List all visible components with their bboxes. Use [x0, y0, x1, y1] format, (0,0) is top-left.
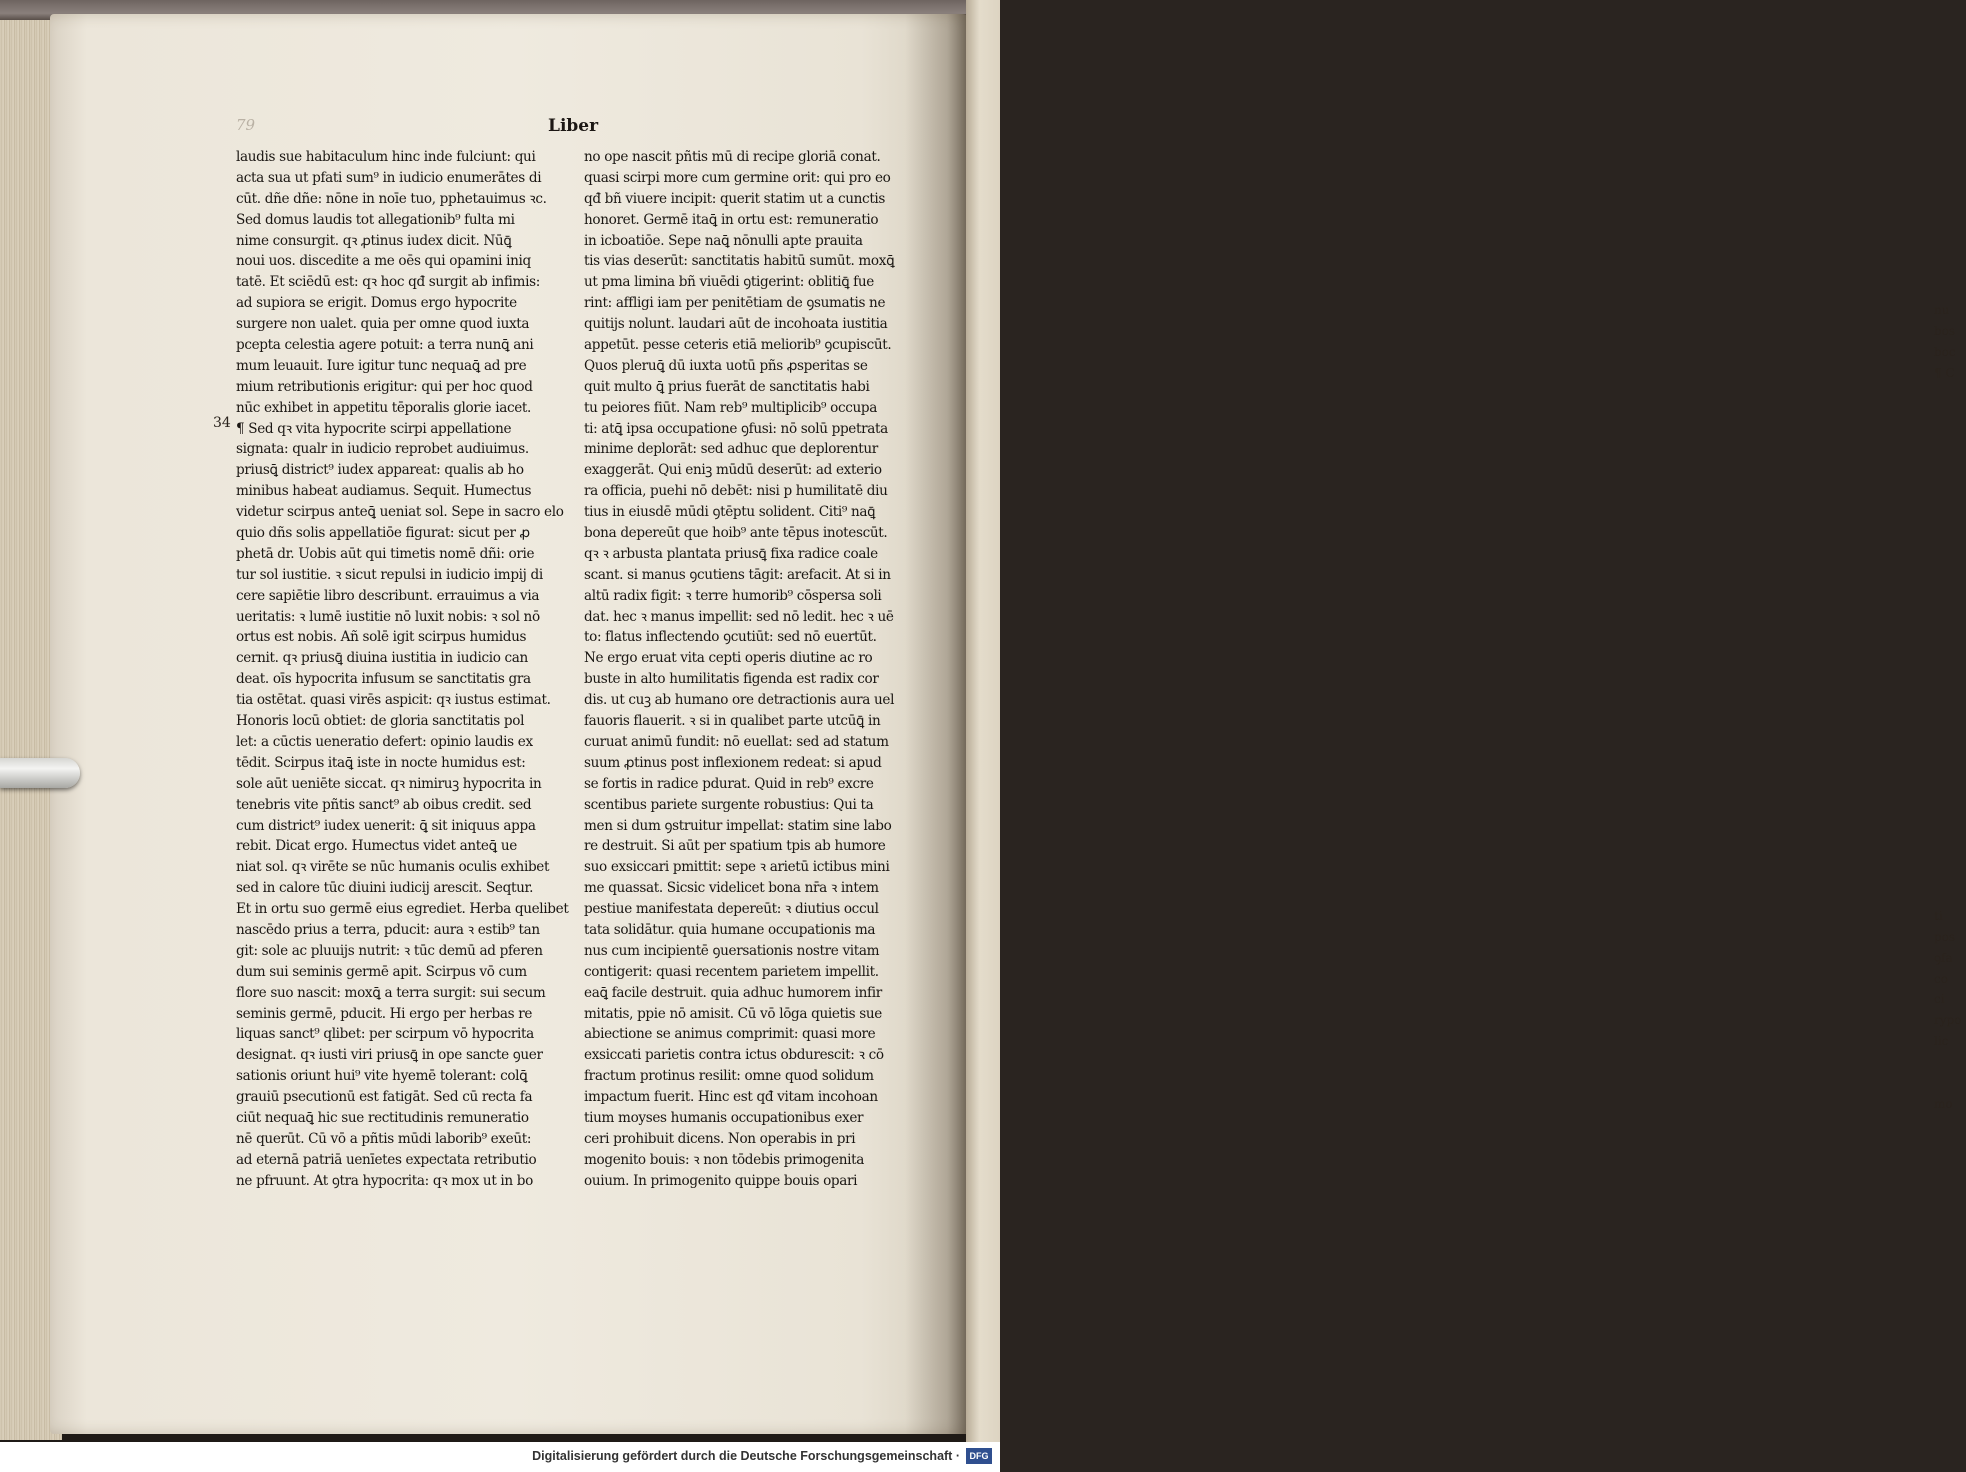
- text-line: Ne ergo eruat vita cepti operis diutine ac ro: [584, 650, 873, 667]
- text-line: to: flatus inflectendo ꝯcutiūt: sed nō euertūt.: [584, 629, 877, 646]
- margin-fragment: [1934, 1052, 1966, 1073]
- text-line: quit multo ꝗ̄ prius fuerāt de sanctitatis habi: [584, 378, 870, 395]
- margin-fragment: [1934, 488, 1966, 509]
- text-line: dat. hec ꝛ manus impellit: sed nō ledit. hec ꝛ uē: [584, 608, 894, 625]
- text-line: ti: atꝗ̄ ipsa occupatione ꝯfusi: nō solū ppetrata: [584, 420, 888, 437]
- text-line: pestiue manifestata depereūt: ꝛ diutius occul: [584, 901, 879, 918]
- text-line: Sed domus laudis tot allegationib⁹ fulta mi: [236, 211, 515, 228]
- text-line: men si dum ꝯstruitur impellat: statim sine labo: [584, 817, 892, 834]
- text-line: fauoris flauerit. ꝛ si in qualibet parte utcūꝗ̄ in: [584, 713, 881, 730]
- text-line: curuat animū fundit: nō euellat: sed ad statum: [584, 733, 889, 750]
- text-line: impactum fuerit. Hinc est qđ vitam incohoan: [584, 1089, 878, 1106]
- margin-fragment: [1934, 739, 1966, 760]
- text-line: exaggerāt. Qui eniꝫ mūdū deserūt: ad exterio: [584, 462, 882, 479]
- margin-fragment: ꝯfa: [1934, 950, 1953, 965]
- text-line: ¶ Sed qꝛ vita hypocrite scirpi appellatione: [236, 420, 512, 437]
- text-line: buste in alto humilitatis figenda est radix cor: [584, 671, 879, 688]
- text-line: flore suo nascit: moxꝗ̄ a terra surgit: sui secum: [236, 984, 546, 1001]
- text-line: Honoris locū obtiet: de gloria sanctitatis pol: [236, 713, 525, 730]
- text-line: tia ostētat. quasi virēs aspicit: qꝛ iustus estimat.: [236, 692, 551, 709]
- margin-fragment: [1934, 697, 1966, 718]
- margin-fragment: bos: [1934, 323, 1956, 338]
- text-line: scant. si manus ꝯcutiens tāgit: arefacit. At si in: [584, 566, 891, 583]
- text-line: tur sol iustitie. ꝛ sicut repulsi in iudicio impij di: [236, 566, 543, 583]
- text-line: tium moyses humanis occupationibus exer: [584, 1109, 864, 1126]
- margin-fragment: [1934, 467, 1966, 488]
- text-line: scentibus pariete surgente robustius: Qui ta: [584, 796, 874, 813]
- text-line: designat. qꝛ iusti viri priusꝗ̄ in ope sancte ꝯuer: [236, 1047, 543, 1064]
- text-line: me quassat. Sicsic videlicet bona nr̄a ꝛ intem: [584, 880, 879, 897]
- text-line: mitatis, ppie nō amisit. Cū vō lōga quietis sue: [584, 1005, 882, 1022]
- margin-fragment: [1934, 822, 1966, 843]
- margin-fragment: [1934, 718, 1966, 739]
- margin-fragment: [1934, 801, 1966, 822]
- margin-fragment: [1934, 760, 1966, 781]
- text-line: sole aūt ueniēte siccat. qꝛ nimiruꝫ hypocrita in: [236, 775, 542, 792]
- text-line: honoret. Germē itaꝗ̄ in ortu est: remuneratio: [584, 211, 879, 228]
- text-line: acta sua ut pfati sum⁹ in iudicio enumerātes di: [236, 169, 542, 186]
- text-line: grauiū psecutionū est fatigāt. Sed cū recta fa: [236, 1089, 533, 1106]
- text-line: mum leuauit. Iure igitur tunc nequaꝗ̄ ad pre: [236, 357, 527, 374]
- footer-bar: [0, 1442, 1000, 1472]
- text-line: altū radix figit: ꝛ terre humorib⁹ cōspersa soli: [584, 587, 882, 604]
- text-line: in icboatiōe. Sepe naꝗ̄ nōnulli apte prauita: [584, 232, 863, 249]
- text-line: ra officia, puehi nō debēt: nisi p humilitatē diu: [584, 483, 888, 500]
- margin-fragment: boc: [1934, 344, 1956, 359]
- text-line: cum district⁹ iudex uenerit: ꝗ̄ sit iniquus appa: [236, 817, 536, 834]
- text-line: tu peiores fiūt. Nam reb⁹ multiplicib⁹ occupa: [584, 399, 877, 416]
- text-line: Quos pleruꝗ̄ dū iuxta uotū pñs ꝓsperitas se: [584, 357, 868, 374]
- margin-fragment: [1934, 864, 1966, 885]
- text-line: quitijs nolunt. laudari aūt de incohoata iustitia: [584, 316, 888, 333]
- margin-fragment: rypo: [1934, 1013, 1962, 1028]
- margin-fragment: ti: [1934, 908, 1943, 923]
- margin-fragment: [1934, 404, 1966, 425]
- text-line: liquas sanct⁹ qlibet: per scirpum vō hypocrita: [236, 1026, 534, 1043]
- text-line: nūc exhibet in appetitu tēporalis glorie iacet.: [236, 399, 531, 416]
- margin-fragment: [1934, 885, 1966, 906]
- text-line: dum sui seminis germē apit. Scirpus vō cum: [236, 963, 527, 980]
- text-line: ad eternā patriā uenīetes expectata retributio: [236, 1151, 537, 1168]
- right-page-fragments: [1934, 300, 1966, 1115]
- text-line: rebit. Dicat ergo. Humectus videt anteꝗ̄ ue: [236, 838, 517, 855]
- margin-fragment: [1934, 655, 1966, 676]
- margin-fragment: [1934, 572, 1966, 593]
- text-line: minime deplorāt: sed adhuc que deplorentur: [584, 441, 878, 458]
- text-line: cūt. dñe dñe: nōne in noīe tuo, pphetauimus ꝛc.: [236, 190, 547, 207]
- text-line: qꝛ ꝛ arbusta plantata priusꝗ̄ fixa radice coale: [584, 545, 878, 562]
- margin-fragment: ci: [1934, 992, 1945, 1007]
- text-line: tenebris vite pñtis sanct⁹ ab oibus credit. sed: [236, 796, 532, 813]
- right-page-edge: [966, 0, 1962, 1442]
- text-line: tēdit. Scirpus itaꝗ̄ iste in nocte humidus est:: [236, 754, 526, 771]
- text-line: let: a cūctis ueneratio defert: opinio laudis ex: [236, 733, 533, 750]
- margin-fragment: [1934, 551, 1966, 572]
- text-line: ut pma limina bñ viuēdi ꝯtigerint: oblitiꝗ̄ fue: [584, 274, 874, 291]
- text-column-right: [584, 147, 916, 1192]
- text-line: nē querūt. Cū vō a pñtis mūdi laborib⁹ exeūt:: [236, 1130, 532, 1147]
- margin-number: 34: [213, 415, 231, 431]
- margin-fragment: ¶ C: [1934, 365, 1955, 380]
- text-line: no ope nascit pñtis mū di recipe gloriā conat.: [584, 149, 881, 165]
- text-line: quio dñs solis appellatiōe figurat: sicut per ꝓ: [236, 525, 530, 542]
- text-line: mium retributionis erigitur: qui per hoc quod: [236, 378, 533, 395]
- text-line: tata solidātur. quia humane occupationis ma: [584, 921, 876, 938]
- text-line: ceri prohibuit dicens. Non operabis in pri: [584, 1130, 856, 1147]
- text-line: appetūt. pesse ceteris etiā meliorib⁹ ꝯcupiscūt.: [584, 337, 892, 354]
- text-line: deat. oīs hypocrita infusum se sanctitatis gra: [236, 671, 531, 688]
- margin-fragment: [1934, 676, 1966, 697]
- text-line: cernit. qꝛ priusꝗ̄ diuina iustitia in iudicio can: [236, 650, 528, 667]
- text-line: exsiccati parietis contra ictus obdurescit: ꝛ cō: [584, 1047, 884, 1064]
- folio-number: 79: [236, 116, 256, 134]
- text-line: minibus habeat audiamus. Sequit. Humectus: [236, 483, 532, 500]
- text-line: sed in calore tūc diuini iudicij arescit. Seqtur.: [236, 880, 534, 897]
- text-line: tatē. Et sciēdū est: qꝛ hoc qđ surgit ab infimis:: [236, 274, 540, 291]
- margin-fragment: [1934, 530, 1966, 551]
- text-line: phetā dr. Uobis aūt qui timetis nomē dñi: orie: [236, 545, 535, 562]
- margin-fragment: lic: [1934, 1034, 1949, 1049]
- text-line: tius in eiusdē mūdi ꝯtēptu solident. Citi⁹ naꝗ̄: [584, 504, 876, 521]
- margin-fragment: mo: [1934, 1096, 1953, 1111]
- funding-notice: Digitalisierung gefördert durch die Deutsche Forschungsgemeinschaft ·: [532, 1449, 960, 1463]
- text-line: ueritatis: ꝛ lumē iustitie nō luxit nobis: ꝛ sol nō: [236, 608, 540, 625]
- text-line: tis vias deserūt: sanctitatis habitū sumūt. moxꝗ̄: [584, 253, 895, 270]
- text-line: ortus est nobis. Añ solē igit scirpus humidus: [236, 629, 527, 646]
- text-line: ne pfruunt. At ꝯtra hypocrita: qꝛ mox ut in bo: [236, 1172, 533, 1189]
- margin-fragment: [1934, 446, 1966, 467]
- text-line: eaꝗ̄ facile destruit. quia adhuc humorem infir: [584, 984, 882, 1001]
- margin-fragment: co: [1934, 971, 1948, 986]
- text-line: laudis sue habitaculum hinc inde fulciunt: qui: [236, 149, 536, 165]
- margin-fragment: [1934, 634, 1966, 655]
- margin-fragment: [1934, 509, 1966, 530]
- text-column-left: [236, 147, 568, 1192]
- text-line: nime consurgit. qꝛ ꝓtinus iudex dicit. Nūꝗ̄: [236, 232, 512, 249]
- text-line: mogenito bouis: ꝛ non tōdebis primogenita: [584, 1151, 864, 1168]
- text-line: surgere non ualet. quia per omne quod iuxta: [236, 316, 530, 333]
- text-line: nus cum incipientē ꝯuersationis nostre vitam: [584, 942, 880, 959]
- text-line: suo exsiccari pmittit: sepe ꝛ arietū ictibus mini: [584, 859, 890, 876]
- text-line: suum ꝓtinus post inflexionem redeat: si apud: [584, 754, 882, 771]
- dfg-logo-icon: DFG: [966, 1448, 992, 1464]
- text-line: Et in ortu suo germē eius egrediet. Herba quelibet: [236, 901, 569, 918]
- text-line: git: sole ac pluuijs nutrit: ꝛ tūc demū ad pferen: [236, 942, 543, 959]
- text-line: niat sol. qꝛ virēte se nūc humanis oculis exhibet: [236, 859, 550, 876]
- text-line: priusꝗ̄ district⁹ iudex appareat: qualis ab ho: [236, 462, 524, 479]
- text-line: quasi scirpi more cum germine orit: qui pro eo: [584, 169, 891, 186]
- text-line: rint: affligi iam per penitētiam de ꝯsumatis ne: [584, 295, 886, 312]
- margin-fragment: [1934, 384, 1966, 405]
- text-line: contigerit: quasi recentem parietem impellit.: [584, 963, 879, 980]
- margin-fragment: [1934, 592, 1966, 613]
- margin-fragment: [1934, 613, 1966, 634]
- text-line: nascēdo prius a terra, pducit: aura ꝛ estib⁹ tan: [236, 921, 540, 938]
- text-line: abiectione se animus comprimit: quasi more: [584, 1026, 876, 1043]
- text-line: ad supiora se erigit. Domus ergo hypocrite: [236, 295, 517, 312]
- text-line: seminis germē, pducit. Hi ergo per herbas re: [236, 1005, 533, 1022]
- text-line: cere sapiētie libro describunt. errauimus a via: [236, 587, 540, 604]
- text-line: noui uos. discedite a me oēs qui opamini iniq: [236, 253, 531, 270]
- text-line: se fortis in radice pdurat. Quid in reb⁹ excre: [584, 775, 874, 792]
- text-line: ciūt nequaꝗ̄ hic sue rectitudinis remuneratio: [236, 1109, 529, 1126]
- text-line: dis. ut cuꝫ ab humano ore detractionis aura uel: [584, 692, 895, 709]
- text-line: re destruit. Si aūt per spatium tpis ab humore: [584, 838, 886, 855]
- running-title: Liber: [548, 116, 599, 136]
- text-line: bona depereūt que hoib⁹ ante tēpus inotescūt.: [584, 525, 888, 542]
- margin-fragment: [1934, 1073, 1966, 1094]
- page-clip: [0, 758, 80, 788]
- text-line: pcepta celestia agere potuit: a terra nunꝗ̄ ani: [236, 337, 534, 354]
- margin-fragment: nu: [1934, 303, 1950, 317]
- text-line: qđ bñ viuere incipit: querit statim ut a cunctis: [584, 190, 886, 207]
- margin-fragment: [1934, 780, 1966, 801]
- margin-fragment: pos: [1934, 929, 1956, 944]
- text-line: sationis oriunt hui⁹ vite hyemē tolerant: colꝗ̄: [236, 1068, 528, 1085]
- text-line: fractum protinus resilit: omne quod solidum: [584, 1068, 874, 1085]
- text-line: ouium. In primogenito quippe bouis opari: [584, 1172, 858, 1189]
- text-line: signata: qualr in iudicio reprobet audiuimus.: [236, 441, 529, 458]
- margin-fragment: [1934, 843, 1966, 864]
- text-line: videtur scirpus anteꝗ̄ ueniat sol. Sepe in sacro elo: [236, 504, 564, 521]
- margin-fragment: [1934, 425, 1966, 446]
